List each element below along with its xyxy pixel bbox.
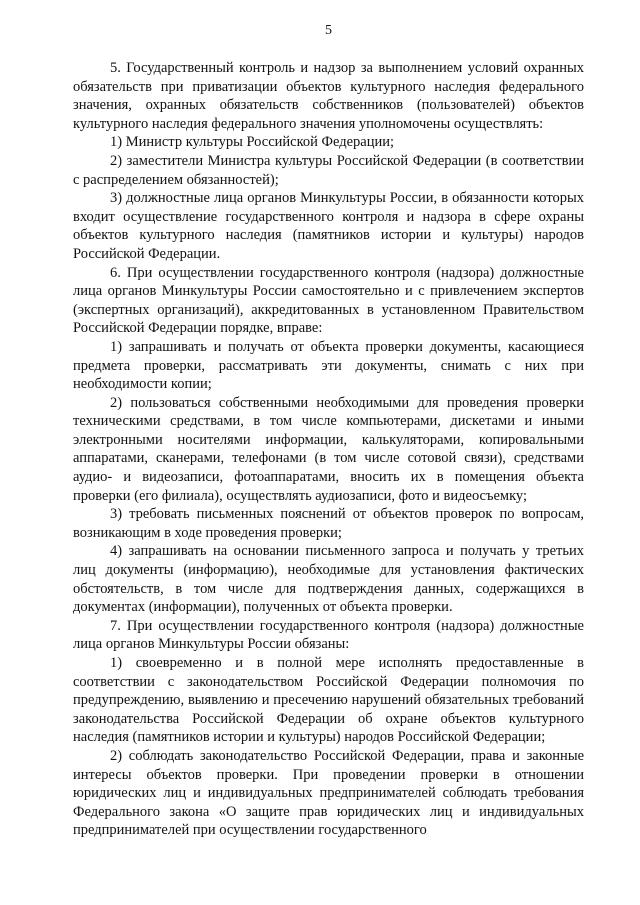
paragraph-7-item-1: 1) своевременно и в полной мере исполнять предоставленные в соответствии с законодательством Российской Федерации полномочия по предупреждению, выявлению и пресечению нарушений обязательных требований законодательства Российской Федерации об охране объектов культурного наследия (памятников истории и культуры) народов Российской Федерации; [73,655,584,746]
paragraph-7-intro: 7. При осуществлении государственного контроля (надзора) должностные лица органов Минкультуры России обязаны: [73,617,584,653]
paragraph-5-item-3: 3) должностные лица органов Минкультуры России, в обязанности которых входит осуществление государственного контроля и надзора в сфере охраны объектов культурного наследия (памятников истории и культуры) народов Российской Федерации. [73,190,584,262]
paragraph-5-intro: 5. Государственный контроль и надзор за выполнением условий охранных обязательств при приватизации объектов культурного наследия федерального значения, охранных обязательств собственников (пользователей) объектов культурного наследия федерального значения уполномочены осуществлять: [73,60,584,132]
paragraph-5-item-1: 1) Министр культуры Российской Федерации; [110,134,395,151]
paragraph-5-item-2: 2) заместители Министра культуры Российской Федерации (в соответствии с распределением обязанностей); [73,152,584,188]
paragraph-6-item-2: 2) пользоваться собственными необходимыми для проведения проверки техническими средствами, в том числе компьютерами, дискетами и иными электронными носителями информации, калькуляторами, копировальными аппаратами, сканерами, телефонами (в том числе сотовой связи), средствами аудио- и видеозаписи, фотоаппаратами, вносить их в помещения объекта проверки (его филиала), осуществлять аудиозаписи, фото и видеосъемку; [73,394,584,504]
paragraph-6-item-4: 4) запрашивать на основании письменного запроса и получать у третьих лиц документы (информацию), необходимые для установления фактических обстоятельств, в том числе для подтверждения данных, содержащихся в документах (информации), полученных от объекта проверки. [73,543,584,616]
paragraph-6-item-3: 3) требовать письменных пояснений от объектов проверок по вопросам, возникающим в ходе проведения проверки; [73,506,584,541]
paragraph-6-item-1: 1) запрашивать и получать от объекта проверки документы, касающиеся предмета проверки, рассматривать эти документы, снимать с них при необходимости копии; [73,338,584,393]
page-number: 5 [325,23,332,38]
paragraph-7-item-2: 2) соблюдать законодательство Российской Федерации, права и законные интересы объектов проверки. При проведении проверки в отношении юридических лиц и индивидуальных предпринимателей соблюдать требования Федерального закона «О защите прав юридических лиц и индивидуальных предпринимателей при осуществлении государственного [73,747,584,839]
paragraph-6-intro: 6. При осуществлении государственного контроля (надзора) должностные лица органов Минкультуры России самостоятельно и с привлечением экспертов (экспертных организаций), аккредитованных в установленном Правительством Российской Федерации порядке, вправе: [73,264,584,337]
